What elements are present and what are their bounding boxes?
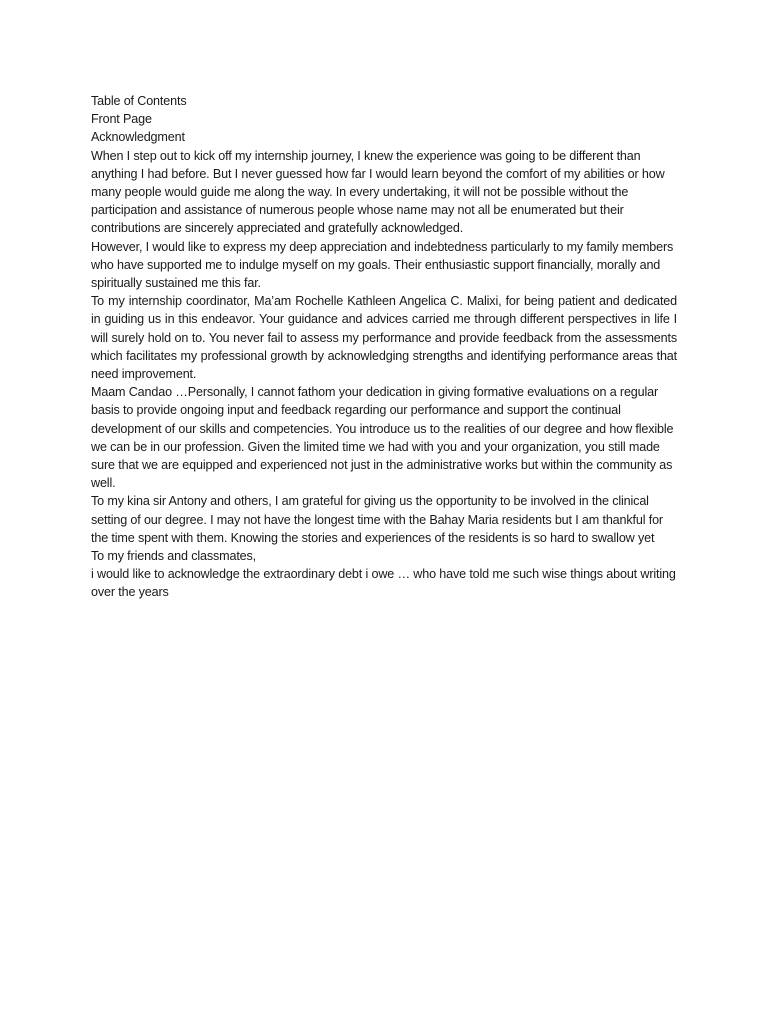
paragraph-internship-intro: When I step out to kick off my internship journey, I knew the experience was going to be different than anything I had before. But I never guessed how far I would learn beyond the comfort of my abilities or how many people would guide me along the way. In every undertaking, it will not be possible without the participation and assistance of numerous people whose name may not all be enumerated but their contributions are sincerely appreciated and gratefully acknowledged. (91, 148, 665, 236)
friends-line: To my friends and classmates, (91, 549, 257, 564)
paragraph-family: However, I would like to express my deep appreciation and indebtedness particularly to my family members who have supported me to indulge myself on my goals. Their enthusiastic support financially, morally and spiritually sustained me this far. (91, 239, 674, 291)
paragraph-closing: i would like to acknowledge the extraordinary debt i owe … who have told me such wise things about writing over the years (91, 567, 676, 600)
table-of-contents-heading: Table of Contents (91, 94, 187, 108)
paragraph-maam-candao: Maam Candao …Personally, I cannot fathom your dedication in giving formative evaluations on a regular basis to provide ongoing input and feedback regarding our performance and support the continual development of our skills and competencies. You introduce us to the realities of our degree and how flexible we can be in our profession. Given the limited time we had with you and your organization, you still made sure that we are equipped and experienced not just in the administrative works but within the community as well. (91, 385, 674, 491)
document-body (91, 92, 677, 602)
acknowledgment-heading: Acknowledgment (91, 130, 185, 145)
paragraph-coordinator: To my internship coordinator, Ma’am Rochelle Kathleen Angelica C. Malixi, for being patient and dedicated in guiding us in this endeavor. Your guidance and advices carried me through different perspectives in life I will surely hold on to. You never fail to assess my performance and provide feedback from the assessments which facilitates my professional growth by acknowledging strengths and identifying performance areas that need improvement. (91, 294, 677, 382)
front-page-entry: Front Page (91, 112, 152, 127)
paragraph-sir-antony: To my kina sir Antony and others, I am grateful for giving us the opportunity to be involved in the clinical setting of our degree. I may not have the longest time with the Bahay Maria residents but I am thankful for the time spent with them. Knowing the stories and experiences of the residents is so hard to swallow yet (91, 494, 663, 545)
